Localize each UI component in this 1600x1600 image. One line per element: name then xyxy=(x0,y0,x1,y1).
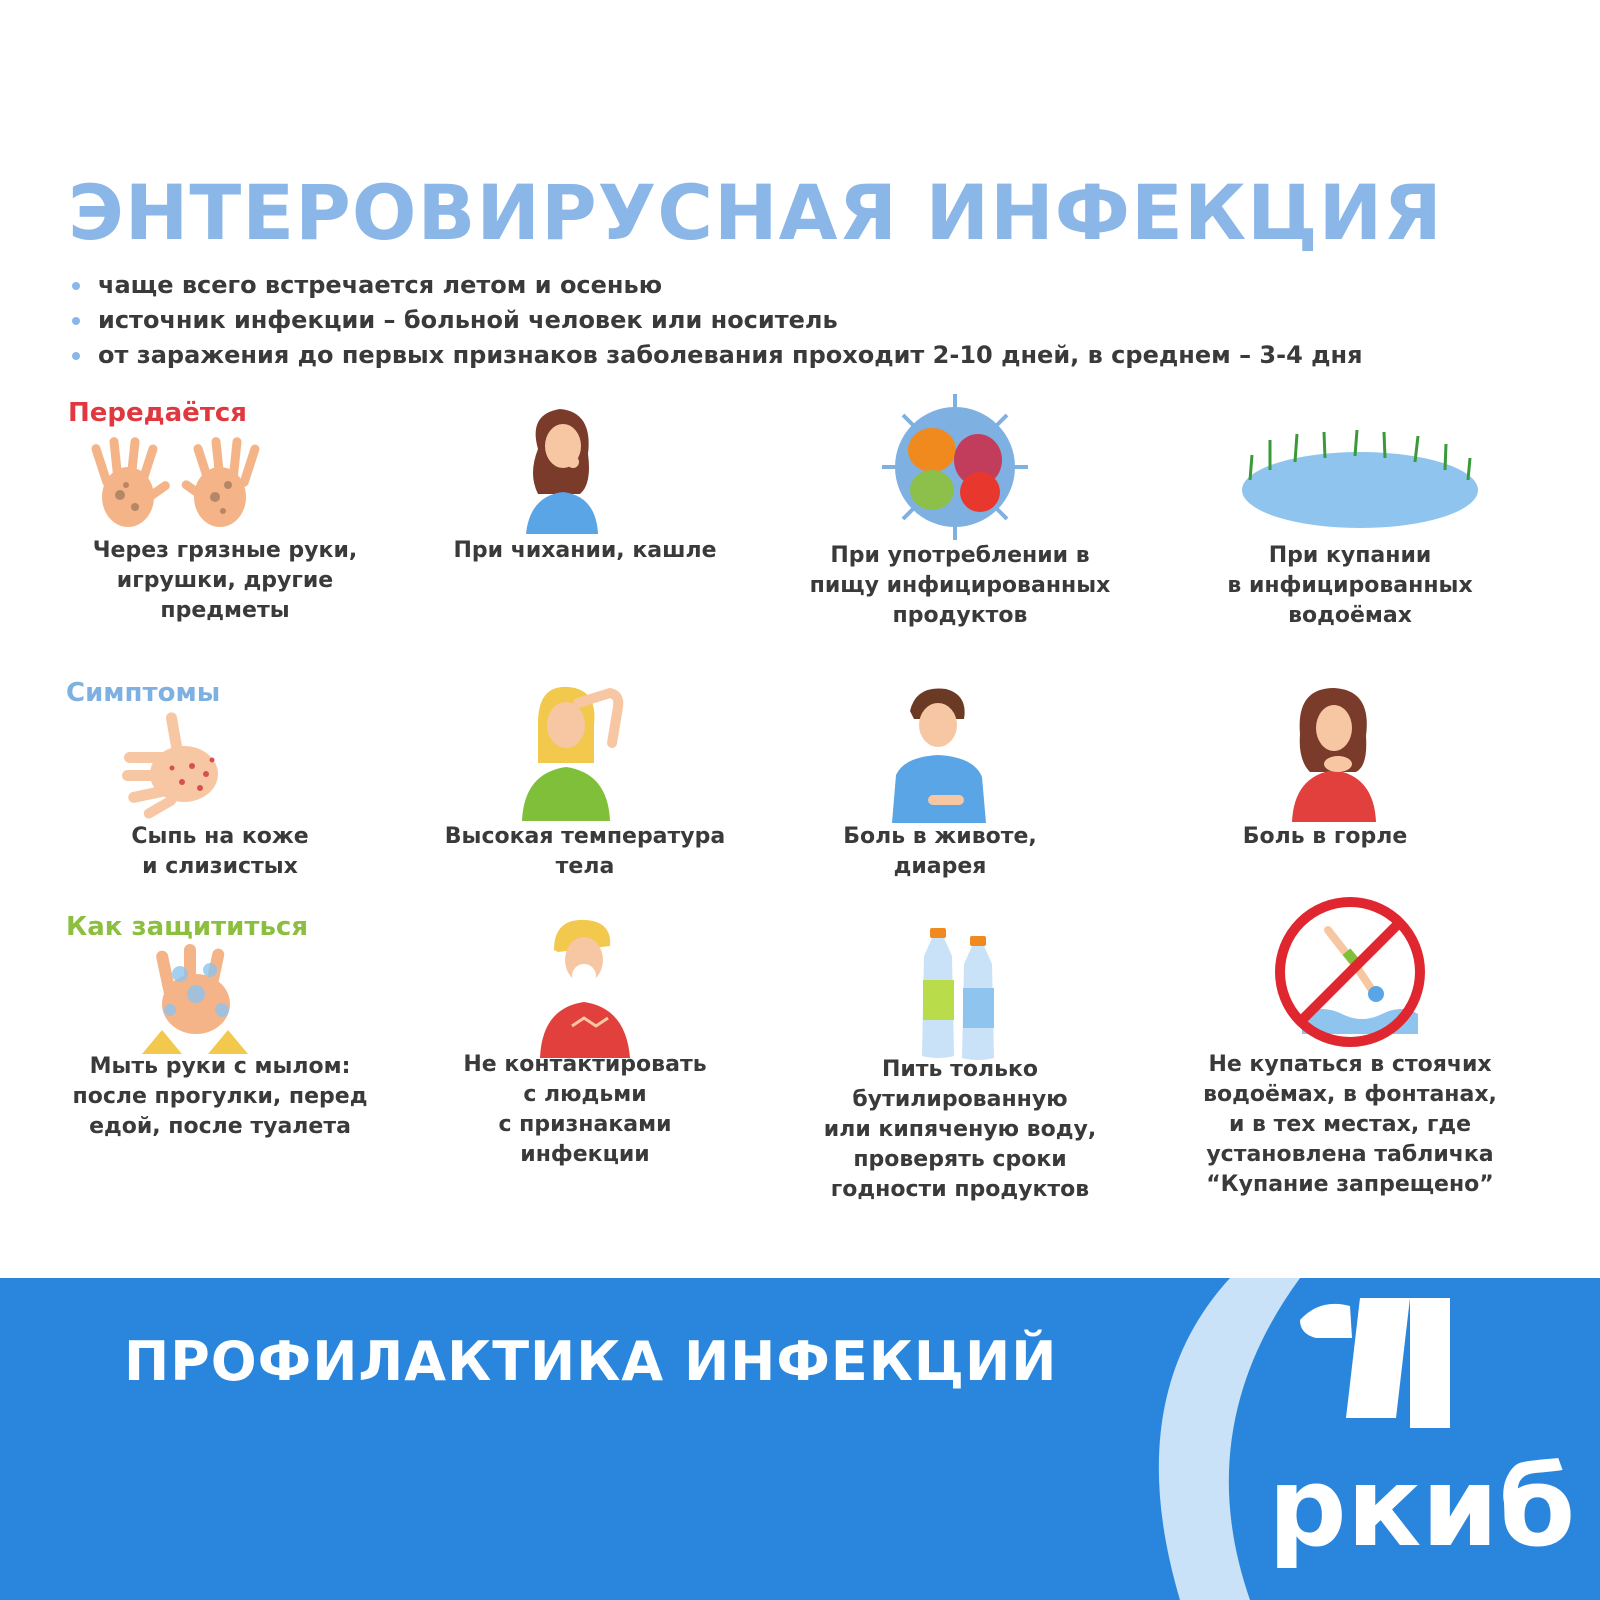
rash-hand-icon xyxy=(122,712,232,822)
logo-text: ркиб xyxy=(1268,1443,1576,1571)
intro-item: от заражения до первых признаков заболевания проходит 2-10 дней, в среднем – 3-4 дня xyxy=(72,338,1363,373)
transmission-heading: Передаётся xyxy=(68,398,247,428)
sore-throat-woman-icon xyxy=(1290,684,1380,822)
caption-wash-hands: Мыть руки с мылом: после прогулки, перед едой, после туалета xyxy=(72,1054,368,1139)
page-title: ЭНТЕРОВИРУСНАЯ ИНФЕКЦИЯ xyxy=(68,168,1443,257)
water-bottles-icon xyxy=(918,928,1008,1060)
pond-icon xyxy=(1240,430,1480,530)
no-swimming-icon xyxy=(1272,894,1428,1050)
caption-swimming: При купании в инфицированных водоёмах xyxy=(1227,543,1473,628)
caption-rash: Сыпь на коже и слизистых xyxy=(131,824,309,879)
protection-heading: Как защититься xyxy=(66,912,309,942)
symptoms-heading: Симптомы xyxy=(66,678,221,708)
caption-fever: Высокая температура тела xyxy=(444,824,726,879)
intro-item: источник инфекции – больной человек или носитель xyxy=(72,303,1363,338)
infected-vegetables-icon xyxy=(880,392,1030,542)
washing-hands-icon xyxy=(140,944,250,1054)
caption-bottled-water: Пить только бутилированную или кипяченую воду, проверять сроки годности продуктов xyxy=(823,1057,1097,1202)
intro-item: чаще всего встречается летом и осенью xyxy=(72,268,1363,303)
caption-infected-food: При употреблении в пищу инфицированных продуктов xyxy=(809,543,1111,628)
caption-sore-throat: Боль в горле xyxy=(1242,824,1408,849)
caption-stomach-pain: Боль в животе, диарея xyxy=(843,824,1037,879)
stomach-pain-man-icon xyxy=(890,683,990,823)
dirty-hands-icon xyxy=(80,435,270,535)
intro-list xyxy=(72,268,1363,373)
caption-dirty-hands: Через грязные руки, игрушки, другие предметы xyxy=(92,538,358,623)
caption-coughing: При чихании, кашле xyxy=(453,538,717,563)
footer-title: ПРОФИЛАКТИКА ИНФЕКЦИЙ xyxy=(124,1330,1058,1393)
sneezing-man-icon xyxy=(538,916,634,1058)
caption-no-swimming: Не купаться в стоячих водоёмах, в фонтанах, и в тех местах, где установлена табличка “Купание запрещено” xyxy=(1203,1052,1497,1197)
caption-avoid-contact: Не контактировать с людьми с признаками инфекции xyxy=(463,1052,707,1167)
fever-woman-icon xyxy=(520,683,630,821)
coughing-woman-icon xyxy=(518,404,608,534)
footer-banner xyxy=(0,1278,1600,1600)
